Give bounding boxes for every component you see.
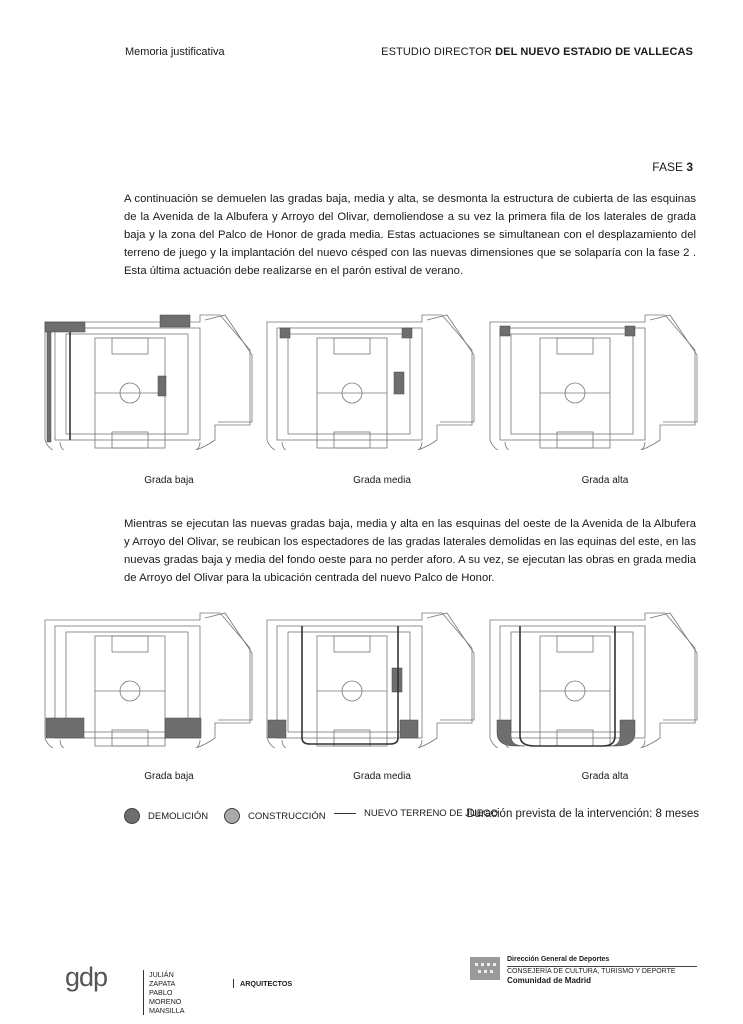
legend-demolicion-label: DEMOLICIÓN [148,810,209,822]
phase-number: 3 [686,160,693,174]
south-curve [60,740,200,748]
diagram-row-1 [40,310,700,450]
madrid-flag-icon [470,957,500,980]
paragraph-2: Mientras se ejecutan las nuevas gradas baja, media y alta en las esquinas del oeste de la Avenida de la Albufera y Arroyo del Olivar, se reubican los espectadores de las gradas laterales demolidas en las equinas del este, en las nuevas gradas baja y media del fondo oeste para no perder aforo. A su vez, se ejecutan las obras en grada media de Arroyo del Olivar para la ubicación centrada del nuevo Palco de Honor. [124,518,696,584]
inner-stands [66,632,188,732]
stands-outline [500,328,645,440]
new-pitch-line [302,626,398,744]
consejeria: CONSEJERÍA DE CULTURA, TURISMO Y DEPORTE [507,967,676,975]
duration-text: Duración prevista de la intervención: 8 meses [466,808,699,820]
east-wing [427,315,474,422]
arquitectos-label: ARQUITECTOS [233,979,292,988]
government-logo [470,955,710,995]
demolition-corner-nw [45,322,85,332]
caption-grada-baja-2: Grada baja [144,771,194,782]
inner-stands [66,334,188,434]
stadium-plan-r2-baja [45,613,252,748]
construction-palco [392,668,402,692]
inner-stands [288,334,410,434]
east-wing [650,613,697,720]
header-right [381,46,693,58]
legend-construccion [224,808,326,824]
legend-terreno-label: NUEVO TERRENO DE JUEGO [364,808,498,819]
demolition-corner-nw [280,328,290,338]
demolition-corner-ne [160,315,190,327]
stadium-outline [267,613,472,748]
stadium-outline [45,315,250,450]
stadium-plan-r1-baja [45,315,252,450]
inner-stands [288,632,410,732]
new-pitch-line [520,626,615,746]
south-curve [505,442,645,450]
architect-names [143,970,185,1015]
architect-name-1: JULIÁN ZAPATA [149,970,176,988]
direccion-general: Dirección General de Deportes [507,955,697,967]
header-left: Memoria justificativa [125,46,225,58]
caption-grada-alta-1: Grada alta [581,475,629,486]
demolition-corner-ne [625,326,635,336]
demolition-corner-nw [500,326,510,336]
header-right-bold: DEL NUEVO ESTADIO DE VALLECAS [495,46,693,58]
stadium-plan-r2-media [267,613,474,748]
architect-name-2: PABLO MORENO MANSILLA [149,988,185,1015]
east-wing [205,613,252,720]
caption-grada-alta-2: Grada alta [581,771,629,782]
diagram-row-2 [40,608,700,748]
construction-corner-se [400,720,418,738]
demolition-west-row [47,332,51,442]
south-curve [282,442,422,450]
phase-label [652,160,693,174]
ministry-text [507,955,697,986]
comunidad-de-madrid: Comunidad de Madrid [507,976,591,985]
penalty-area-top [112,338,148,354]
east-wing [205,315,252,422]
line-swatch-icon [334,813,356,814]
penalty-area-top [334,636,370,652]
east-wing [650,315,697,422]
caption-grada-baja-1: Grada baja [144,475,194,486]
stadium-outline [490,315,695,450]
construction-corner-se [165,718,201,738]
inner-stands [511,334,633,434]
construction-corner-sw [46,718,84,738]
phase-text: FASE [652,160,687,174]
penalty-area-top [334,338,370,354]
construccion-swatch-icon [224,808,240,824]
stadium-plan-r2-alta [490,613,697,748]
stands-outline [55,328,200,440]
penalty-area-top [557,338,593,354]
caption-grada-media-2: Grada media [353,771,411,782]
gdp-logo: gdp [65,962,108,992]
east-wing [427,613,474,720]
caption-grada-media-1: Grada media [353,475,411,486]
south-curve [60,442,200,450]
stadium-plan-r1-media [267,315,474,450]
penalty-area-top [112,636,148,652]
construction-corner-sw [268,720,286,738]
stadium-plan-r1-alta [490,315,697,450]
demolicion-swatch-icon [124,808,140,824]
header-right-prefix: ESTUDIO DIRECTOR [381,46,496,58]
demolition-palco [394,372,404,394]
legend [124,808,699,828]
demolition-corner-ne [402,328,412,338]
legend-demolicion [124,808,208,824]
penalty-area-top [557,636,593,652]
paragraph-1: A continuación se demuelen las gradas baja, media y alta, se desmonta la estructura de cubierta de las esquinas de la Avenida de la Albufera y Arroyo del Olivar, demoliendose a su vez la primera fila de los laterales de grada baja y la zona del Palco de Honor de grada media. Estas actuaciones se simultanean con el desplazamiento del terreno de juego y la implantación del nuevo césped con las nuevas dimensiones que se solaparía con la fase 2 . Esta última actuación debe realizarse en el parón estival de verano. [124,193,696,277]
legend-construccion-label: CONSTRUCCIÓN [248,810,326,822]
stadium-outline [267,315,472,450]
demolition-palco [158,376,166,396]
